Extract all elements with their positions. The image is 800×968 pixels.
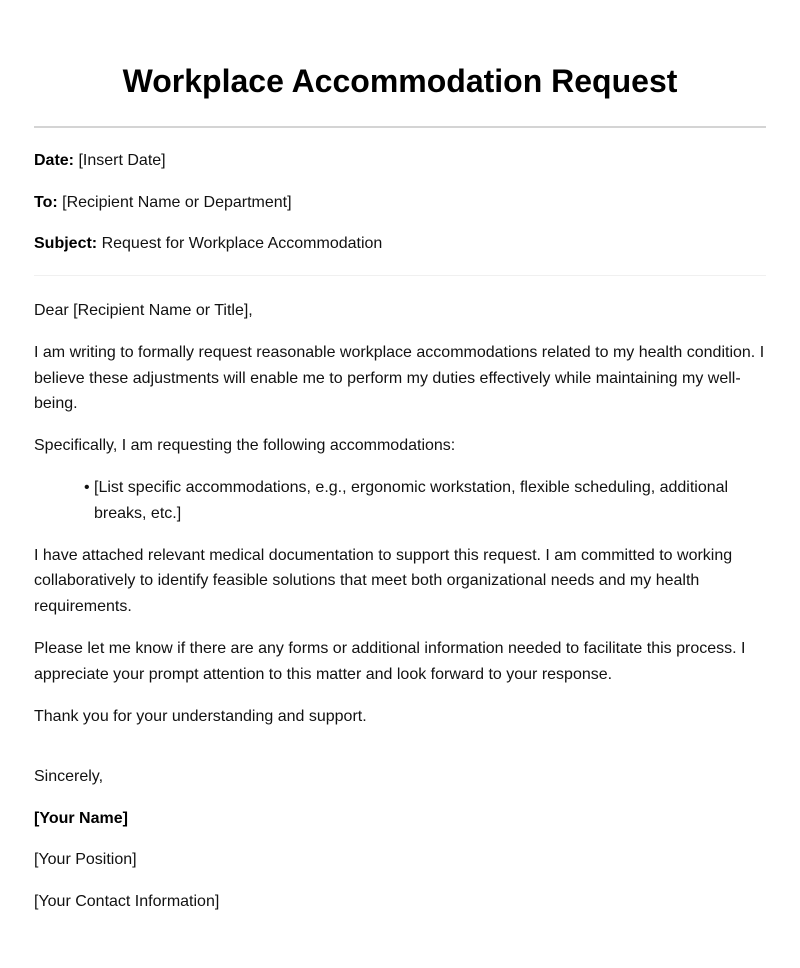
signature-block	[34, 767, 766, 912]
subject-line	[34, 234, 766, 254]
header-divider	[34, 275, 766, 276]
letter-header	[34, 151, 766, 254]
to-value: [Recipient Name or Department]	[62, 193, 292, 211]
paragraph-documentation: I have attached relevant medical documentation to support this request. I am committed to working collaboratively to identify feasible solutions that meet both organizational needs and my health requirements.	[34, 546, 733, 616]
salutation: Dear [Recipient Name or Title],	[34, 302, 253, 319]
paragraph-thanks: Thank you for your understanding and support.	[34, 707, 367, 725]
recipient-line	[34, 193, 766, 213]
to-label: To:	[34, 193, 58, 211]
date-value: [Insert Date]	[78, 152, 166, 169]
subject-label: Subject:	[34, 235, 98, 252]
paragraph-request-lead: Specifically, I am requesting the following accommodations:	[34, 437, 456, 455]
signer-position: [Your Position]	[34, 851, 137, 869]
signer-contact: [Your Contact Information]	[34, 892, 220, 910]
document-title: Workplace Accommodation Request	[122, 63, 678, 99]
sign-off: Sincerely,	[34, 768, 104, 786]
bullet-icon: •	[84, 478, 90, 496]
list-item	[84, 475, 766, 527]
date-label: Date:	[34, 152, 75, 169]
letter-body	[34, 298, 766, 729]
list-item-text: [List specific accommodations, e.g., ergonomic workstation, flexible scheduling, additional breaks, etc.]	[94, 478, 729, 522]
title-divider	[34, 126, 766, 128]
paragraph-followup: Please let me know if there are any forms or additional information needed to facilitate this process. I appreciate your prompt attention to this matter and look forward to your response.	[34, 639, 746, 683]
paragraph-intro: I am writing to formally request reasonable workplace accommodations related to my health condition. I believe these adjustments will enable me to perform my duties effectively while maintaining my well-being.	[34, 343, 765, 413]
subject-value: Request for Workplace Accommodation	[101, 235, 383, 252]
date-line	[34, 151, 766, 171]
signer-name: [Your Name]	[34, 809, 128, 827]
accommodation-list	[34, 475, 766, 527]
